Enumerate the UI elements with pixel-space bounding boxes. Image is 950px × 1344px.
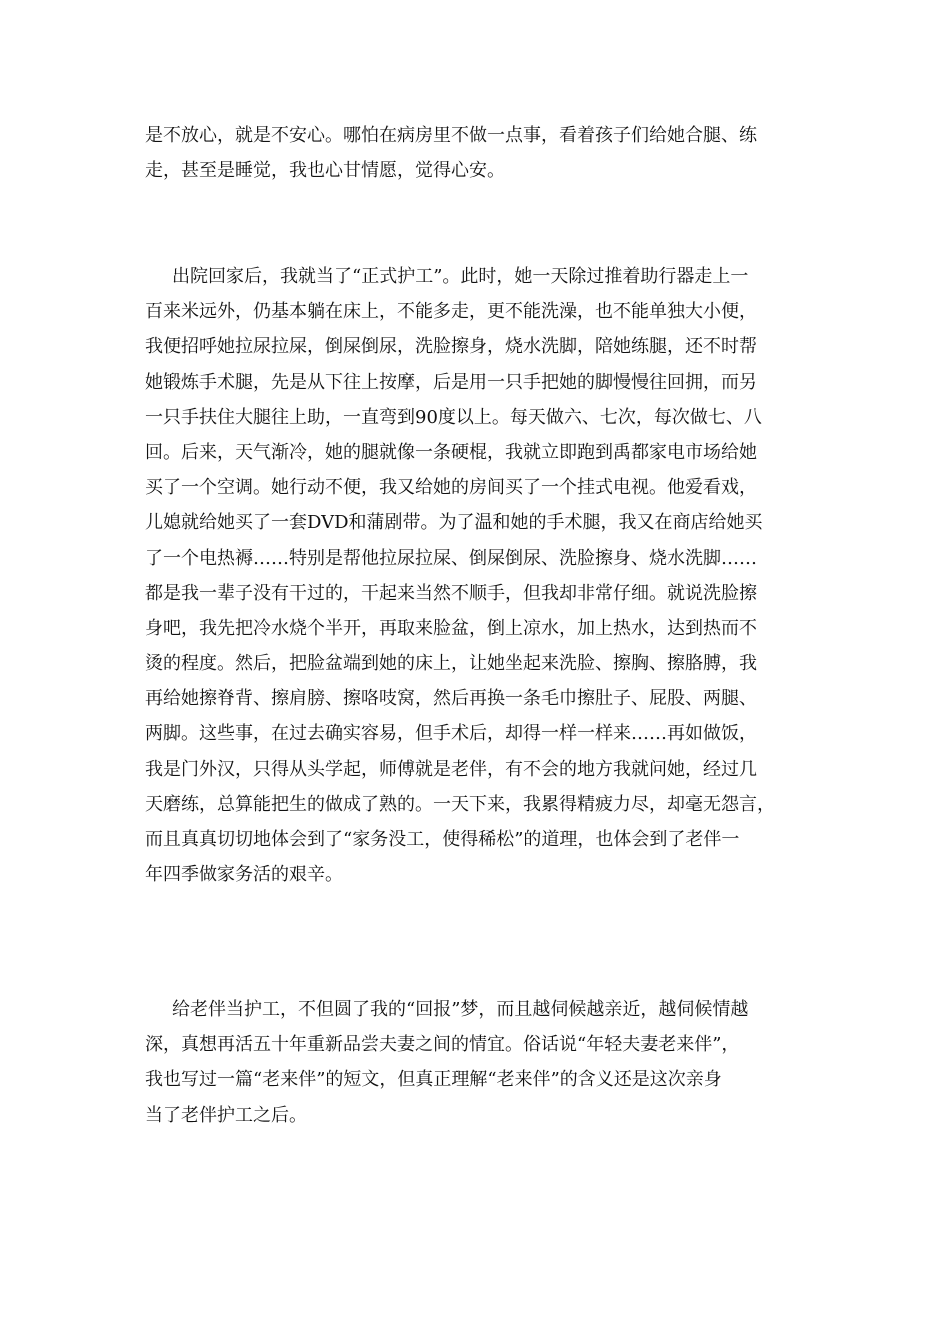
text-line: 都是我一辈子没有干过的，干起来当然不顺手，但我却非常仔细。就说洗脸擦 <box>145 582 757 604</box>
text-line: 再给她擦脊背、擦肩膀、擦咯吱窝，然后再换一条毛巾擦肚子、屁股、两腿、 <box>145 688 757 710</box>
text-line: 身吧，我先把冷水烧个半开，再取来脸盆，倒上凉水，加上热水，达到热而不 <box>145 617 757 639</box>
text-line: 买了一个空调。她行动不便，我又给她的房间买了一个挂式电视。他爱看戏， <box>145 477 757 499</box>
text-line: 走，甚至是睡觉，我也心甘情愿，觉得心安。 <box>145 160 505 182</box>
paragraph-1 <box>145 118 807 188</box>
text-line: 儿媳就给她买了一套DVD和蒲剧带。为了温和她的手术腿，我又在商店给她买 <box>145 512 763 534</box>
text-line: 两脚。这些事，在过去确实容易，但手术后，却得一样一样来……再如做饭， <box>145 723 757 745</box>
text-line: 回。后来，天气渐冷，她的腿就像一条硬棍，我就立即跑到禹都家电市场给她 <box>145 441 757 463</box>
text-line: 而且真真切切地体会到了“家务没工，使得稀松”的道理，也体会到了老伴一 <box>145 829 740 850</box>
text-line: 我也写过一篇“老来伴”的短文，但真正理解“老来伴”的含义还是这次亲身 <box>145 1069 722 1091</box>
text-line: 我是门外汉，只得从头学起，师傅就是老伴，有不会的地方我就问她，经过几 <box>145 758 757 780</box>
text-line: 我便招呼她拉尿拉屎，倒屎倒尿，洗脸擦身，烧水洗脚，陪她练腿，还不时帮 <box>145 336 757 358</box>
text-line: 年四季做家务活的艰辛。 <box>145 864 343 886</box>
text-line: 出院回家后，我就当了“正式护工”。此时，她一天除过推着助行器走上一 <box>172 266 749 287</box>
text-line: 当了老伴护工之后。 <box>145 1104 307 1126</box>
text-line: 她锻炼手术腿，先是从下往上按摩，后是用一只手把她的脚慢慢往回拥，而另 <box>145 371 757 393</box>
text-line: 一只手扶住大腿往上助，一直弯到90度以上。每天做六、七次，每次做七、八 <box>145 406 762 428</box>
paragraph-2 <box>145 259 807 892</box>
text-line: 给老伴当护工，不但圆了我的“回报”梦，而且越伺候越亲近，越伺候情越 <box>172 999 749 1020</box>
text-line: 烫的程度。然后，把脸盆端到她的床上，让她坐起来洗脸、擦胸、擦胳膊，我 <box>145 653 757 675</box>
paragraph-3 <box>145 992 807 1133</box>
text-line: 百来米远外，仍基本躺在床上，不能多走，更不能洗澡，也不能单独大小便， <box>145 301 757 323</box>
text-line: 是不放心，就是不安心。哪怕在病房里不做一点事，看着孩子们给她合腿、练 <box>145 125 757 146</box>
text-line: 了一个电热褥……特别是帮他拉尿拉屎、倒屎倒尿、洗脸擦身、烧水洗脚…… <box>145 547 757 569</box>
text-line: 深，真想再活五十年重新品尝夫妻之间的情宜。俗话说“年轻夫妻老来伴”， <box>145 1034 740 1056</box>
text-line: 天磨练，总算能把生的做成了熟的。一天下来，我累得精疲力尽，却毫无怨言， <box>145 793 775 815</box>
